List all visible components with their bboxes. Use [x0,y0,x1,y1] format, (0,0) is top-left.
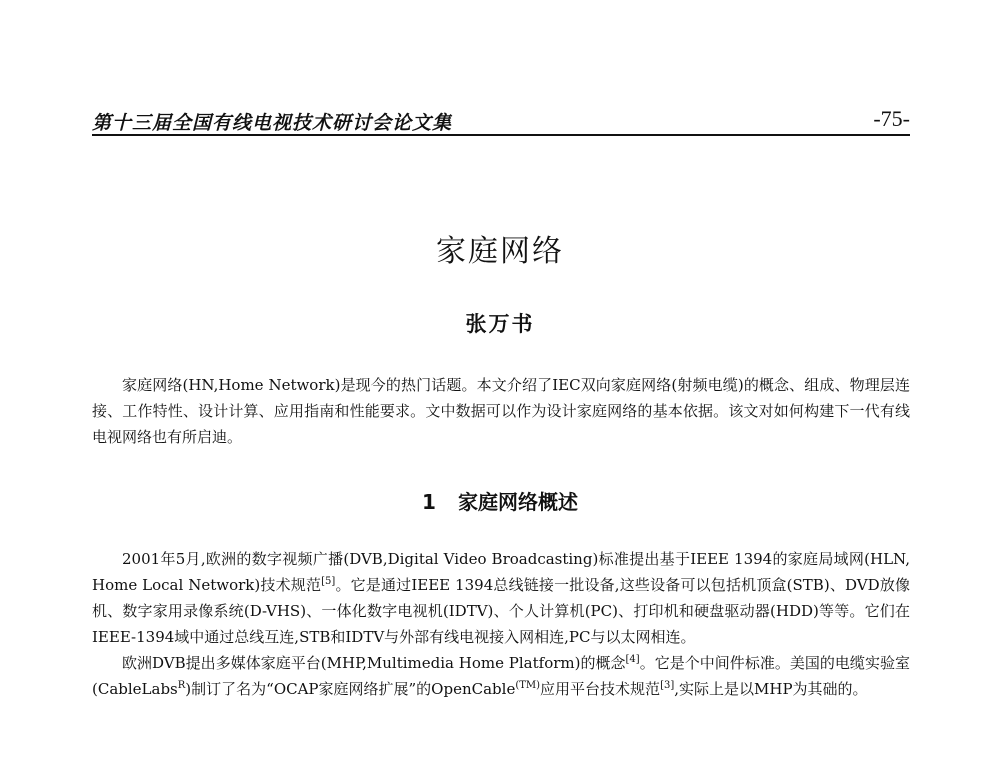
paragraph-2-text-e: ,实际上是以MHP为其础的。 [674,680,868,698]
paragraph-2-text-c: )制订了名为“OCAP家庭网络扩展”的OpenCable [185,680,516,698]
citation-4: [4] [625,654,640,665]
section-body [92,546,910,702]
paragraph-1-text-a: 2001年5月,欧洲的数字视频广播(DVB,Digital Video Broadcasting)标准提出基于IEEE 1394的家庭局域网(HLN, Home Local Network)技术规范 [92,550,910,594]
trademark-mark: (TM) [515,680,541,691]
article-title: 家庭网络 [436,234,564,269]
paragraph-2 [92,650,910,702]
paragraph-2-text-a: 欧洲DVB提出多媒体家庭平台(MHP,Multimedia Home Platform)的概念 [122,654,626,672]
page-number: -75- [873,106,910,131]
running-head [92,104,910,136]
paragraph-2-text-b: 。它是个中间件标准。美国的电缆实验室(CableLabs [92,654,910,698]
registered-mark: R [177,680,186,691]
paragraph-1-text-b: 。它是通过IEEE 1394总线链接一批设备,这些设备可以包括机顶盒(STB)、DVD放像机、数字家用录像系统(D-VHS)、一体化数字电视机(IDTV)、个人计算机(PC)、打印机和硬盘驱动器(HDD)等等。它们在IEEE-1394域中通过总线互连,STB和IDTV与外部有线电视接入网相连,PC与以太网相连。 [92,576,910,646]
journal-title: 第十三届全国有线电视技术研讨会论文集 [92,112,453,134]
paragraph-2-text-d: 应用平台技术规范 [540,680,661,698]
section-heading [0,486,1000,515]
citation-5: [5] [321,576,336,587]
section-number: 1 [422,490,436,514]
article-author: 张万书 [465,312,535,336]
paragraph-1 [92,546,910,650]
citation-3: [3] [660,680,675,691]
abstract: 家庭网络(HN,Home Network)是现今的热门话题。本文介绍了IEC双向家庭网络(射频电缆)的概念、组成、物理层连接、工作特性、设计计算、应用指南和性能要求。文中数据可以作为设计家庭网络的基本依据。该文对如何构建下一代有线电视网络也有所启迪。 [92,376,910,446]
section-title: 家庭网络概述 [457,490,578,514]
